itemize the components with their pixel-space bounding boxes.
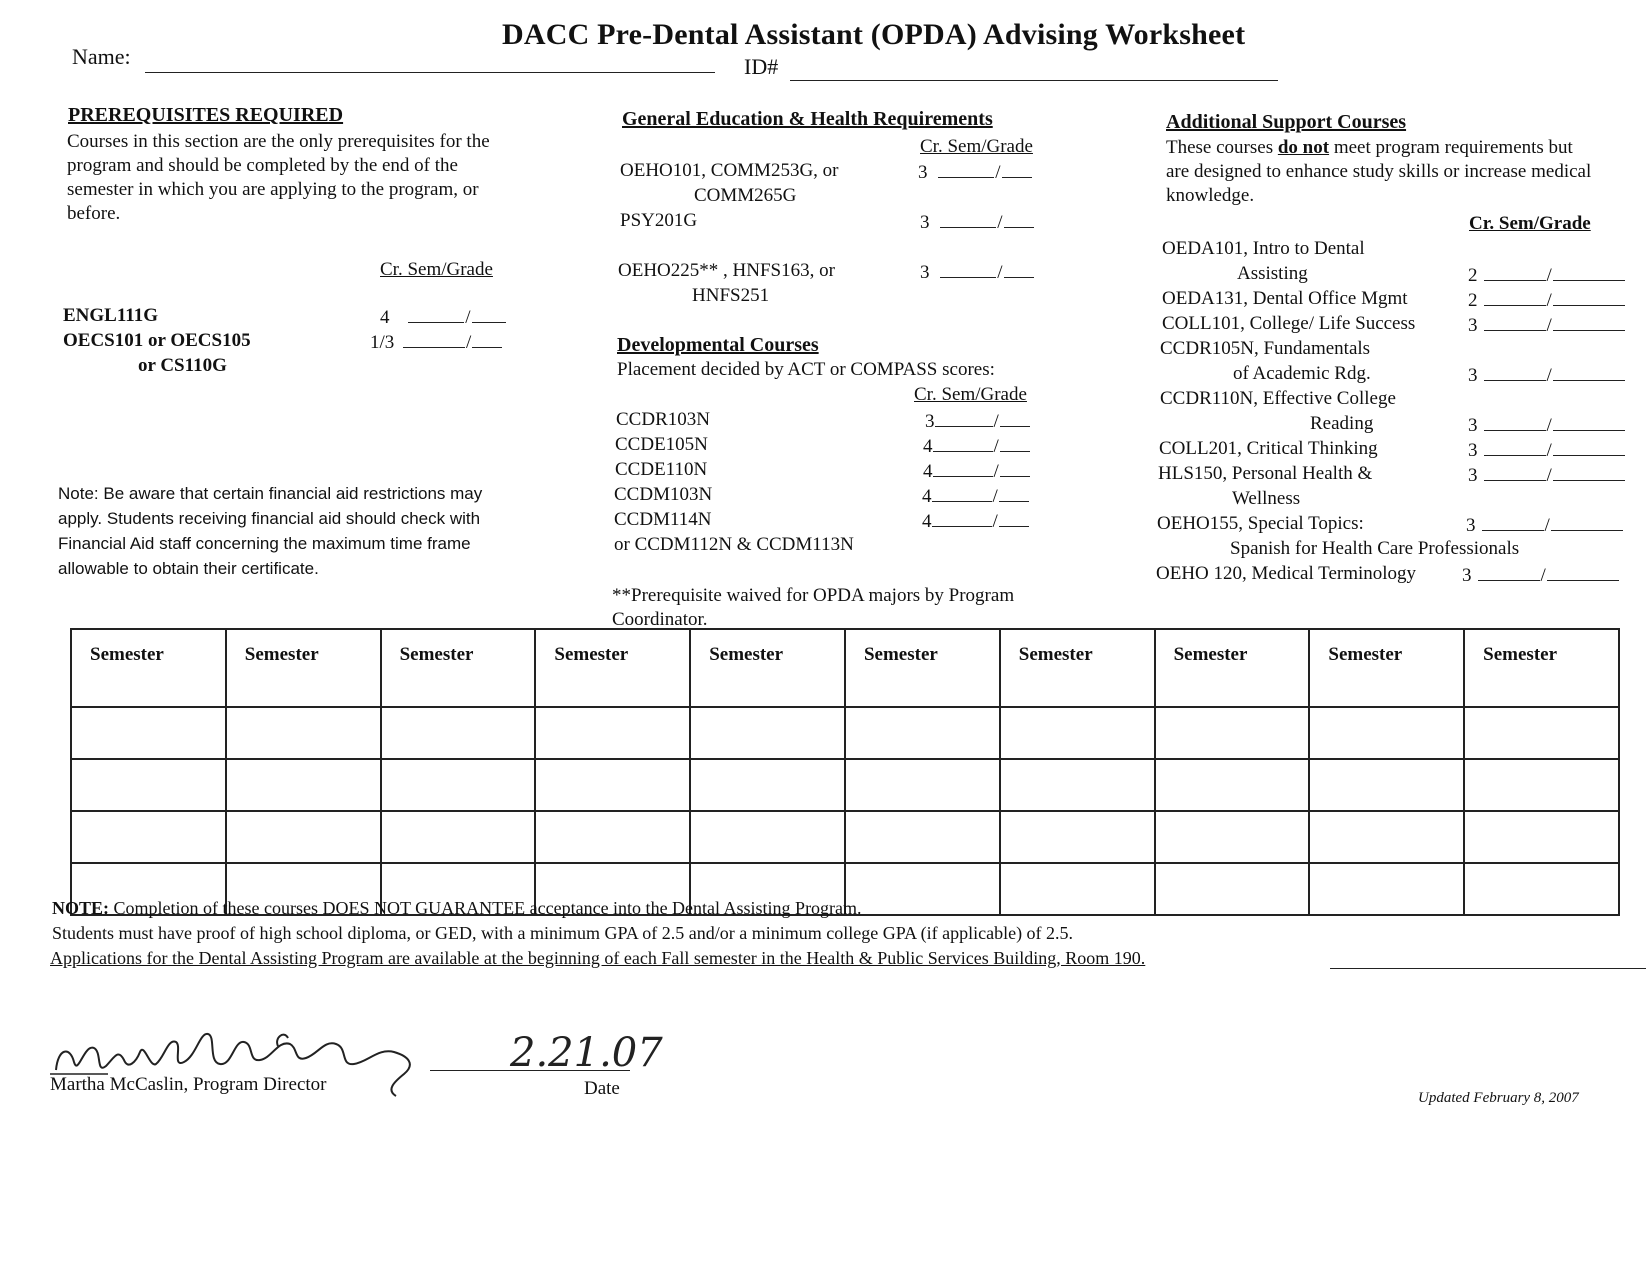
table-cell[interactable] [1000,811,1155,863]
grade-blank[interactable] [1553,414,1625,431]
credit-value: 4 [380,307,390,328]
divider-line [1330,968,1646,969]
prereq-desc-line: program and should be completed by the end of the [67,155,458,176]
support-course-name: CCDR105N, Fundamentals [1160,338,1371,359]
support-heading: Additional Support Courses [1166,111,1407,133]
table-cell[interactable] [1464,811,1619,863]
grade-blank[interactable] [1004,211,1034,228]
developmental-col-header: Cr. Sem/Grade [914,384,1027,405]
diploma-requirement: Students must have proof of high school diploma, or GED, with a minimum GPA of 2.5 and/or a minimum college GPA (if applicable) of 2.5. [52,923,1074,943]
support-course-credit: 3 / [1468,414,1625,437]
grade-blank[interactable] [999,485,1029,502]
gened-course-credit: 3 / [918,161,1032,184]
prereq-heading: PREREQUISITES REQUIRED [68,104,344,126]
credit-value: 4 [922,486,932,507]
footnote-line: **Prerequisite waived for OPDA majors by Program [612,585,1015,606]
support-desc-line: knowledge. [1166,185,1255,206]
grade-blank[interactable] [1553,364,1625,381]
grade-blank[interactable] [1000,410,1030,427]
updated-date: Updated February 8, 2007 [1418,1090,1579,1106]
sem-blank[interactable] [1484,314,1546,331]
prereq-course-name: or CS110G [138,355,227,376]
sem-blank[interactable] [932,510,992,527]
support-desc-text: These courses [1166,137,1278,158]
table-cell[interactable] [1000,759,1155,811]
prereq-course-credit: 4 / [380,306,506,329]
prereq-course-name: ENGL111G [63,305,159,326]
table-cell[interactable] [1155,811,1310,863]
credit-value: 4 [923,436,933,457]
semester-header: Semester [1464,629,1619,707]
credit-value: 1/3 [370,332,395,353]
note-line: Note: Be aware that certain financial aid restrictions may [58,484,483,503]
sem-blank[interactable] [932,485,992,502]
table-cell[interactable] [845,811,1000,863]
developmental-course-name: CCDE105N [615,434,708,455]
id-field[interactable] [790,80,1278,81]
sem-blank[interactable] [935,410,993,427]
support-desc-line [1166,136,1591,160]
support-description [1166,136,1591,208]
signer-name: Martha McCaslin, Program Director [50,1074,327,1095]
table-cell[interactable] [381,811,536,863]
note-text: Completion of these courses DOES NOT GUARANTEE acceptance into the Dental Assisting Program. [109,898,862,918]
semester-header: Semester [1309,629,1464,707]
table-cell[interactable] [1155,863,1310,915]
support-course-name: HLS150, Personal Health & [1158,463,1373,484]
table-cell[interactable] [690,759,845,811]
developmental-course-name: CCDM103N [614,484,713,505]
note-line: Financial Aid staff concerning the maximum time frame [58,534,471,553]
sem-blank[interactable] [1478,564,1540,581]
table-cell[interactable] [1000,707,1155,759]
page-title: DACC Pre-Dental Assistant (OPDA) Advising Worksheet [502,18,1246,51]
table-row [71,759,1619,811]
financial-aid-note [58,481,508,581]
sem-blank[interactable] [403,331,465,348]
developmental-course-credit: 4 / [922,510,1029,533]
table-cell[interactable] [1309,707,1464,759]
table-cell[interactable] [690,707,845,759]
table-cell[interactable] [226,811,381,863]
sem-blank[interactable] [933,460,993,477]
application-info: Applications for the Dental Assisting Program are available at the beginning of each Fall semester in the Health & Public Services Building, Room 190. [50,948,1146,968]
credit-value: 4 [923,461,933,482]
developmental-course-name: CCDR103N [616,409,710,430]
support-course-name: COLL201, Critical Thinking [1159,438,1378,459]
support-course-credit: 3 / [1468,364,1625,387]
gened-heading: General Education & Health Requirements [622,108,993,130]
developmental-course-credit: 4 / [923,460,1030,483]
table-cell[interactable] [1309,863,1464,915]
developmental-subtitle: Placement decided by ACT or COMPASS scores: [617,359,995,380]
name-field[interactable] [145,72,715,73]
grade-blank[interactable] [999,510,1029,527]
support-course-name-cont: Spanish for Health Care Professionals [1230,538,1520,559]
support-desc-line: are designed to enhance study skills or increase medical [1166,161,1592,182]
gened-course-name: PSY201G [620,210,698,231]
gened-course-credit: 3 / [920,261,1034,284]
grade-blank[interactable] [1553,439,1625,456]
semester-header-row [71,629,1619,707]
table-cell[interactable] [226,759,381,811]
footnote-line: Coordinator. [612,609,708,630]
developmental-course-name: CCDE110N [615,459,708,480]
support-course-name-cont: Reading [1310,413,1374,434]
support-course-name: OEDA131, Dental Office Mgmt [1162,288,1408,309]
grade-blank[interactable] [1000,435,1030,452]
support-course-name: OEHO155, Special Topics: [1157,513,1364,534]
credit-value: 2 [1468,290,1478,311]
note-line: apply. Students receiving financial aid should check with [58,509,481,528]
support-course-credit: 3 / [1468,464,1625,487]
support-course-name-cont: of Academic Rdg. [1233,363,1371,384]
table-cell[interactable] [1464,707,1619,759]
developmental-course-credit: 3 / [925,410,1030,433]
sem-blank[interactable] [1484,414,1546,431]
semester-header: Semester [690,629,845,707]
table-cell[interactable] [1155,707,1310,759]
date-label: Date [584,1078,620,1099]
gened-course-name-cont: HNFS251 [692,285,770,306]
name-label: Name: [72,44,131,69]
table-cell[interactable] [71,707,226,759]
sem-blank[interactable] [408,306,464,323]
credit-value: 3 [1468,415,1478,436]
semester-header: Semester [535,629,690,707]
credit-value: 3 [918,162,928,183]
credit-value: 4 [922,511,932,532]
prereq-course-credit: 1/3 / [370,331,502,354]
prereq-description [67,130,490,226]
credit-value: 3 [925,411,935,432]
id-label: ID# [744,54,779,79]
semester-table [70,628,1620,916]
table-cell[interactable] [1000,863,1155,915]
grade-blank[interactable] [1553,264,1625,281]
credit-value: 3 [1468,465,1478,486]
semester-header: Semester [1155,629,1310,707]
credit-value: 3 [920,262,930,283]
table-cell[interactable] [535,707,690,759]
semester-header: Semester [1000,629,1155,707]
grade-blank[interactable] [1004,261,1034,278]
credit-value: 3 [1468,365,1478,386]
credit-value: 3 [1466,515,1476,536]
developmental-course-name: CCDM114N [614,509,712,530]
table-cell[interactable] [1464,759,1619,811]
grade-blank[interactable] [1551,514,1623,531]
sem-blank[interactable] [1484,364,1546,381]
gened-course-credit: 3 / [920,211,1034,234]
sem-blank[interactable] [1484,289,1546,306]
semester-header: Semester [71,629,226,707]
table-cell[interactable] [845,759,1000,811]
signed-date: 2.21.07 [510,1030,663,1076]
table-cell[interactable] [1309,811,1464,863]
note-label: NOTE: [52,898,110,918]
sem-blank[interactable] [1482,514,1544,531]
support-course-credit: 3 / [1468,314,1625,337]
semester-header: Semester [226,629,381,707]
support-col-header: Cr. Sem/Grade [1469,213,1591,234]
support-course-name: OEDA101, Intro to Dental [1162,238,1365,259]
credit-value: 3 [1468,440,1478,461]
table-cell[interactable] [226,707,381,759]
developmental-course-credit: 4 / [923,435,1030,458]
table-cell[interactable] [690,811,845,863]
support-course-name: CCDR110N, Effective College [1160,388,1396,409]
table-row [71,707,1619,759]
sem-blank[interactable] [1484,439,1546,456]
table-cell[interactable] [535,811,690,863]
support-course-credit: 2 / [1468,289,1625,312]
credit-value: 2 [1468,265,1478,286]
support-desc-text: meet program requirements but [1329,137,1573,158]
prereq-desc-line: semester in which you are applying to the program, or [67,179,479,200]
developmental-course-credit: 4 / [922,485,1029,508]
sem-blank[interactable] [938,161,994,178]
developmental-footnote [612,584,1014,632]
table-cell[interactable] [71,811,226,863]
table-cell[interactable] [1309,759,1464,811]
developmental-alt-line: or CCDM112N & CCDM113N [614,534,854,555]
support-course-credit: 2 / [1468,264,1625,287]
table-cell[interactable] [535,759,690,811]
table-cell[interactable] [1464,863,1619,915]
credit-value: 3 [920,212,930,233]
prereq-desc-line: Courses in this section are the only prerequisites for the [67,131,490,152]
support-course-credit: 3 / [1462,564,1619,587]
gened-course-name-cont: COMM265G [694,185,797,206]
sem-blank[interactable] [940,261,996,278]
gened-course-name: OEHO101, COMM253G, or [620,160,839,181]
table-cell[interactable] [1155,759,1310,811]
grade-blank[interactable] [1553,464,1625,481]
sem-blank[interactable] [933,435,993,452]
support-desc-emphasis: do not [1277,137,1330,158]
grade-blank[interactable] [1547,564,1619,581]
support-course-credit: 3 / [1468,439,1625,462]
support-course-credit: 3 / [1466,514,1623,537]
support-course-name-cont: Wellness [1232,488,1301,509]
prereq-col-header: Cr. Sem/Grade [380,259,493,280]
support-course-name: OEHO 120, Medical Terminology [1156,563,1417,584]
sem-blank[interactable] [1484,464,1546,481]
semester-header: Semester [381,629,536,707]
table-cell[interactable] [381,759,536,811]
semester-header: Semester [845,629,1000,707]
grade-blank[interactable] [1553,289,1625,306]
table-cell[interactable] [71,759,226,811]
developmental-heading: Developmental Courses [617,334,819,356]
sem-blank[interactable] [940,211,996,228]
credit-value: 3 [1462,565,1472,586]
grade-blank[interactable] [1002,161,1032,178]
support-course-name-cont: Assisting [1237,263,1308,284]
support-course-name: COLL101, College/ Life Success [1162,313,1416,334]
gened-course-name: OEHO225** , HNFS163, or [618,260,835,281]
table-cell[interactable] [845,863,1000,915]
prereq-course-name: OECS101 or OECS105 [63,330,251,351]
grade-blank[interactable] [472,306,506,323]
completion-note [52,898,862,919]
gened-col-header: Cr. Sem/Grade [920,136,1033,157]
prereq-desc-line: before. [67,203,121,224]
note-line: allowable to obtain their certificate. [58,559,319,578]
credit-value: 3 [1468,315,1478,336]
grade-blank[interactable] [1000,460,1030,477]
table-cell[interactable] [381,707,536,759]
grade-blank[interactable] [1553,314,1625,331]
sem-blank[interactable] [1484,264,1546,281]
grade-blank[interactable] [472,331,502,348]
table-cell[interactable] [845,707,1000,759]
table-row [71,811,1619,863]
